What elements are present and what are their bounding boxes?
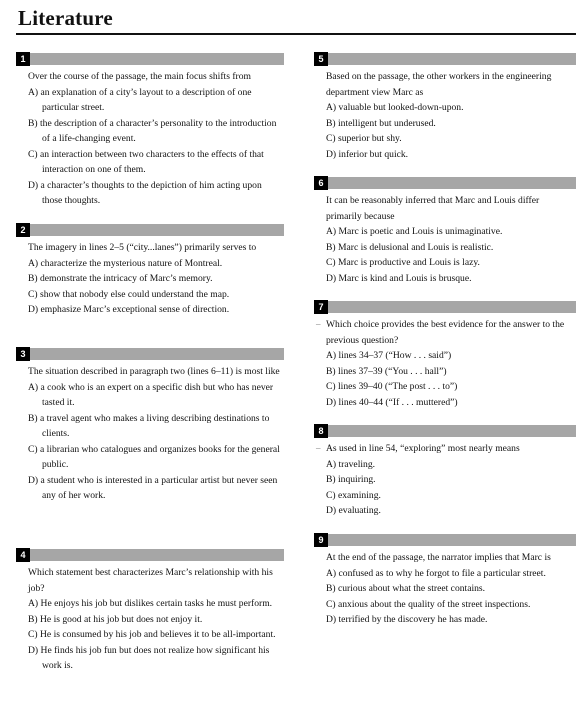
answer-choice-b[interactable]: B) curious about what the street contains. <box>326 583 486 594</box>
question-6 <box>314 176 576 286</box>
answer-choice-b[interactable]: B) Marc is delusional and Louis is realistic. <box>326 241 494 253</box>
question-number: 6 <box>314 176 328 190</box>
question-stem: At the end of the passage, the narrator implies that Marc is <box>326 552 551 563</box>
answer-choice-b[interactable]: B) lines 37–39 (“You . . . hall”) <box>326 365 447 377</box>
question-bar <box>328 534 576 546</box>
answer-choice-a[interactable]: A) a cook who is an expert on a specific dish but who has never tasted it. <box>28 381 274 408</box>
answer-choice-d[interactable]: D) a student who is interested in a particular artist but never seen any of her work. <box>28 474 278 501</box>
question-stem: Over the course of the passage, the main focus shifts from <box>28 71 251 82</box>
answer-choice-b[interactable]: B) demonstrate the intricacy of Marc’s memory. <box>28 273 213 284</box>
question-bar <box>30 348 284 360</box>
question-4 <box>16 548 284 674</box>
question-8 <box>314 424 576 519</box>
answer-choice-c[interactable]: C) Marc is productive and Louis is lazy. <box>326 257 480 268</box>
title-rule <box>16 33 576 35</box>
answer-choice-a[interactable]: A) valuable but looked-down-upon. <box>326 102 464 113</box>
answer-choice-a[interactable]: A) confused as to why he forgot to file a particular street. <box>326 567 546 579</box>
answer-choice-c[interactable]: C) lines 39–40 (“The post . . . to”) <box>326 381 458 392</box>
question-9 <box>314 533 576 628</box>
question-bar <box>328 53 576 65</box>
answer-choice-b[interactable]: B) inquiring. <box>326 474 376 485</box>
question-stem: It can be reasonably inferred that Marc and Louis differ primarily because <box>326 195 540 222</box>
question-header <box>16 52 284 66</box>
answer-choice-d[interactable]: D) emphasize Marc’s exceptional sense of direction. <box>28 304 230 315</box>
question-header <box>314 533 576 547</box>
answer-choice-c[interactable]: C) show that nobody else could understand the map. <box>28 288 230 300</box>
question-bar <box>328 177 576 189</box>
answer-choice-a[interactable]: A) traveling. <box>326 458 376 470</box>
question-header <box>314 52 576 66</box>
question-number: 1 <box>16 52 30 66</box>
answer-choice-d[interactable]: D) Marc is kind and Louis is brusque. <box>326 272 472 284</box>
question-bar <box>30 53 284 65</box>
question-7 <box>314 300 576 410</box>
question-number: 7 <box>314 300 328 314</box>
answer-choice-d[interactable]: D) lines 40–44 (“If . . . muttered”) <box>326 396 458 408</box>
answer-choice-c[interactable]: C) an interaction between two characters to the effects of that interaction on one of them. <box>28 148 264 175</box>
answer-choice-d[interactable]: D) terrified by the discovery he has made. <box>326 614 488 625</box>
answer-choice-d[interactable]: D) He finds his job fun but does not realize how significant his work is. <box>28 644 270 671</box>
answer-choice-c[interactable]: C) superior but shy. <box>326 133 402 144</box>
question-number: 4 <box>16 548 30 562</box>
margin-dash-icon: – <box>316 319 321 329</box>
answer-choice-b[interactable]: B) He is good at his job but does not enjoy it. <box>28 613 203 625</box>
answer-choice-a[interactable]: A) Marc is poetic and Louis is unimaginative. <box>326 226 503 237</box>
answer-choice-d[interactable]: D) a character’s thoughts to the depiction of him acting upon those thoughts. <box>28 179 262 206</box>
answer-choice-a[interactable]: A) an explanation of a city’s layout to a description of one particular street. <box>28 86 252 113</box>
margin-dash-icon: – <box>316 443 321 453</box>
question-stem: Which choice provides the best evidence for the answer to the previous question? <box>326 319 565 346</box>
answer-choice-a[interactable]: A) lines 34–37 (“How . . . said”) <box>326 350 452 361</box>
answer-choice-d[interactable]: D) inferior but quick. <box>326 148 409 160</box>
answer-choice-c[interactable]: C) anxious about the quality of the street inspections. <box>326 598 531 610</box>
question-header <box>314 424 576 438</box>
question-header <box>314 300 576 314</box>
answer-choice-a[interactable]: A) characterize the mysterious nature of Montreal. <box>28 257 223 269</box>
answer-choice-b[interactable]: B) the description of a character’s personality to the introduction of a life-changing event. <box>28 117 277 144</box>
answer-choice-b[interactable]: B) intelligent but underused. <box>326 117 436 129</box>
question-1 <box>16 52 284 209</box>
question-number: 8 <box>314 424 328 438</box>
question-2 <box>16 223 284 318</box>
question-number: 5 <box>314 52 328 66</box>
question-header <box>314 176 576 190</box>
answer-choice-a[interactable]: A) He enjoys his job but dislikes certain tasks he must perform. <box>28 598 273 609</box>
question-stem: Based on the passage, the other workers in the engineering department view Marc as <box>326 71 552 98</box>
page-title: Literature <box>18 6 113 30</box>
question-number: 9 <box>314 533 328 547</box>
question-number: 2 <box>16 223 30 237</box>
question-stem: The situation described in paragraph two (lines 6–11) is most like <box>28 366 280 377</box>
question-3 <box>16 347 284 504</box>
question-header <box>16 347 284 361</box>
answer-choice-c[interactable]: C) a librarian who catalogues and organizes books for the general public. <box>28 443 280 470</box>
question-bar <box>328 301 576 313</box>
question-stem: As used in line 54, “exploring” most nearly means <box>326 443 520 454</box>
question-bar <box>328 425 576 437</box>
question-stem: Which statement best characterizes Marc’s relationship with his job? <box>28 567 273 594</box>
question-5 <box>314 52 576 162</box>
answer-choice-c[interactable]: C) examining. <box>326 489 381 501</box>
answer-choice-c[interactable]: C) He is consumed by his job and believes it to be all-important. <box>28 629 276 640</box>
question-bar <box>30 549 284 561</box>
question-number: 3 <box>16 347 30 361</box>
answer-choice-d[interactable]: D) evaluating. <box>326 505 381 516</box>
question-bar <box>30 224 284 236</box>
question-stem: The imagery in lines 2–5 (“city...lanes”) primarily serves to <box>28 242 257 253</box>
question-header <box>16 548 284 562</box>
answer-choice-b[interactable]: B) a travel agent who makes a living describing destinations to clients. <box>28 412 270 439</box>
question-header <box>16 223 284 237</box>
